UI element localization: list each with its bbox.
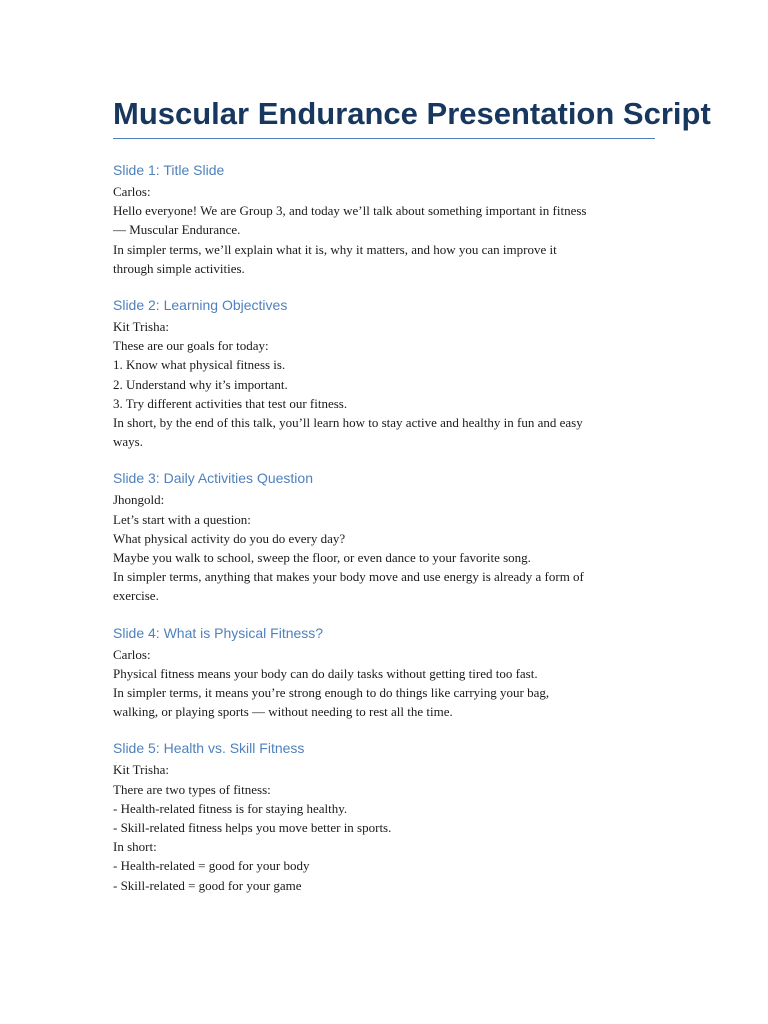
paragraph-line: There are two types of fitness: [113, 781, 271, 797]
paragraph-line: In short, by the end of this talk, you’ll learn how to stay active and healthy in fun and easy [113, 415, 583, 431]
list-item: 2. Understand why it’s important. [113, 376, 288, 392]
paragraph-line: In simpler terms, anything that makes your body move and use energy is already a form of [113, 569, 584, 585]
paragraph-line: walking, or playing sports — without needing to rest all the time. [113, 704, 453, 720]
paragraph-line: Physical fitness means your body can do daily tasks without getting tired too fast. [113, 665, 538, 681]
section-slide-4 [113, 623, 655, 722]
list-item: 3. Try different activities that test our fitness. [113, 395, 348, 411]
paragraph-line: Hello everyone! We are Group 3, and today we’ll talk about something important in fitness [113, 203, 587, 219]
speaker-name: Carlos: [113, 646, 151, 662]
list-item: - Skill-related fitness helps you move better in sports. [113, 820, 392, 836]
section-heading: Slide 5: Health vs. Skill Fitness [113, 740, 305, 757]
paragraph-line: What physical activity do you do every day? [113, 530, 346, 546]
speaker-name: Carlos: [113, 184, 151, 199]
speaker-name: Kit Trisha: [113, 762, 169, 778]
paragraph-line: In simpler terms, it means you’re strong enough to do things like carrying your bag, [113, 685, 550, 701]
paragraph-line: — Muscular Endurance. [113, 222, 241, 238]
list-item: - Skill-related = good for your game [113, 877, 302, 893]
paragraph-line: through simple activities. [113, 260, 245, 276]
section-slide-3 [113, 468, 655, 605]
paragraph-line: Let’s start with a question: [113, 511, 251, 527]
section-heading: Slide 3: Daily Activities Question [113, 470, 313, 487]
document-page [113, 92, 711, 912]
list-item: - Health-related = good for your body [113, 858, 310, 874]
section-heading: Slide 1: Title Slide [113, 162, 225, 178]
section-heading: Slide 2: Learning Objectives [113, 297, 288, 314]
paragraph-line: In short: [113, 839, 157, 855]
paragraph-line: These are our goals for today: [113, 338, 269, 354]
paragraph-line: ways. [113, 434, 143, 450]
speaker-name: Kit Trisha: [113, 319, 169, 335]
paragraph-line: exercise. [113, 588, 159, 604]
list-item: 1. Know what physical fitness is. [113, 357, 286, 373]
speaker-name: Jhongold: [113, 492, 165, 508]
section-heading: Slide 4: What is Physical Fitness? [113, 624, 324, 641]
paragraph-line: In simpler terms, we’ll explain what it is, why it matters, and how you can improve it [113, 241, 557, 257]
section-slide-1 [113, 160, 655, 278]
title-underline [113, 138, 655, 139]
document-title: Muscular Endurance Presentation Script [113, 96, 711, 131]
list-item: - Health-related fitness is for staying healthy. [113, 800, 348, 816]
section-slide-2 [113, 295, 655, 451]
paragraph-line: Maybe you walk to school, sweep the floor, or even dance to your favorite song. [113, 550, 531, 566]
section-slide-5 [113, 738, 655, 894]
